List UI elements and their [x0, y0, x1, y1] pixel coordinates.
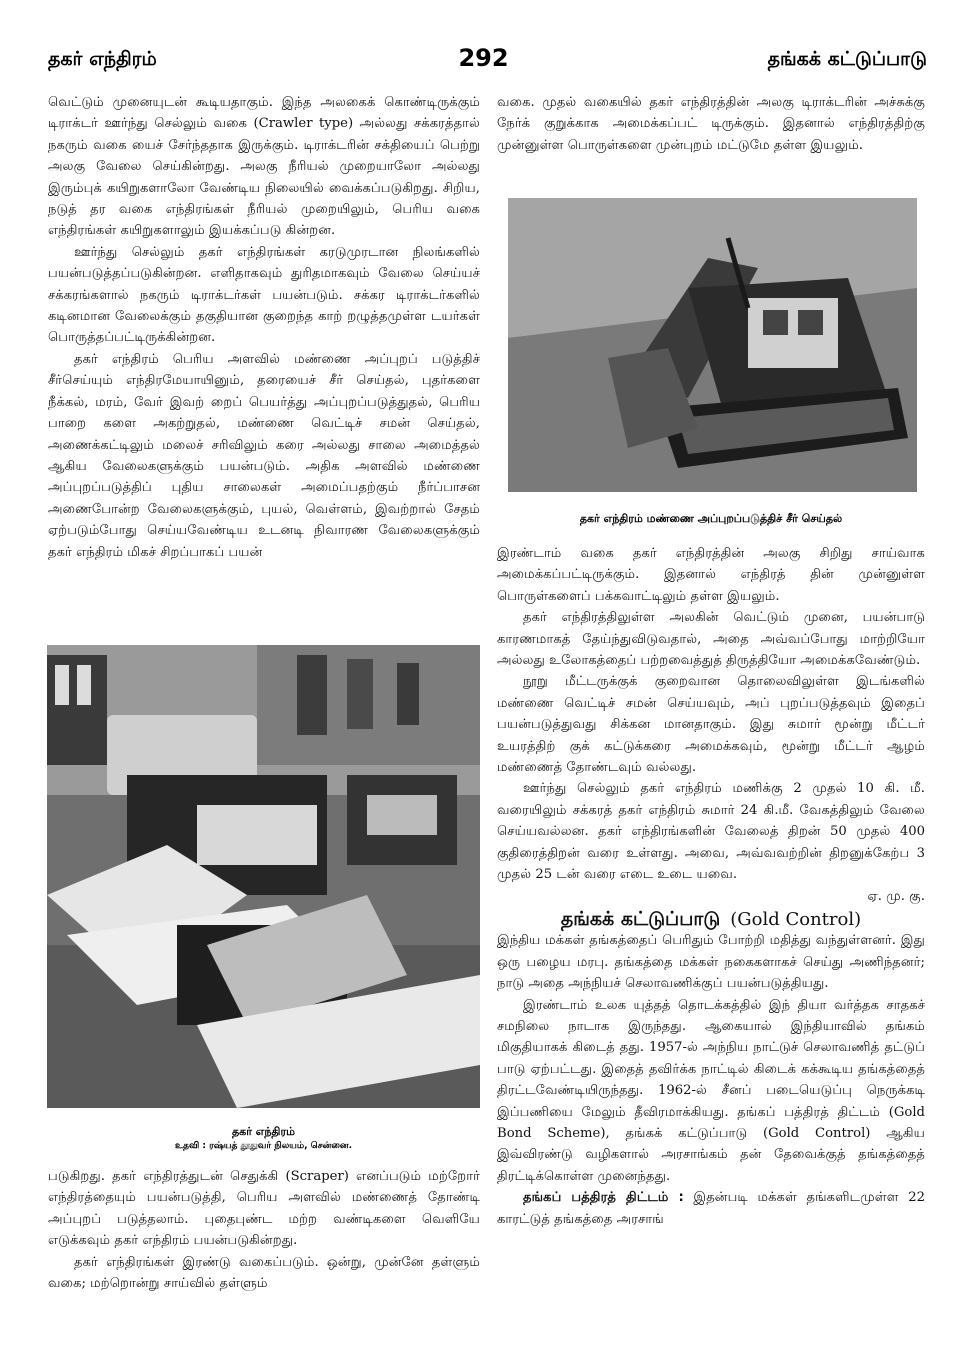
left-column-top-text: [48, 92, 480, 563]
grader-photo-caption: தகர் எந்திரம்: [232, 1125, 295, 1138]
grader-photo-illustration: [47, 645, 480, 1108]
right-column-bottom-text: [497, 543, 925, 1230]
paragraph: தகர் எந்திரத்திலுள்ள அலகின் வெட்டும் முனை, பயன்பாடு காரணமாகத் தேய்ந்துவிடுவதால், அதை அவ்வப்போது மாற்றியோ அல்லது உலோகத்தைப் பற்றவைத்துத் திருத்தியோ அமைக்கவேண்டும்.: [497, 610, 925, 669]
left-column-bottom-text: [48, 1166, 480, 1294]
paragraph: தகர் எந்திரங்கள் இரண்டு வகைப்படும். ஒன்று, முன்னே தள்ளும் வகை; மற்றொன்று சாய்வில் தள்ளும்: [48, 1254, 480, 1292]
paragraph: இரண்டாம் உலக யுத்தத் தொடக்கத்தில் இந் தியா வர்த்தக சாதகச் சமநிலை நாடாக இருந்தது. ஆகையால் இந்தியாவில் தங்கம் மிகுதியாகக் கிடைத் தது. 1957-ல் அந்நிய நாட்டுச் செலாவணித் தட்டுப் பாடு ஏற்பட்டது. இதைத் தவிர்க்க நாட்டில் கிடைக் கக்கூடிய தங்கத்தைத் திரட்டவேண்டியிருந்தது. 1962-ல் சீனப் படையெடுப்பு நெருக்கடி இப்பணியை மேலும் தீவிரமாக்கியது. தங்கப் பத்திரத் திட்டம் (Gold Bond Scheme), தங்கக் கட்டுப்பாடு (Gold Control) ஆகிய இவ்விரண்டு வழிகளால் அரசாங்கம் தன் தேவைக்குத் தங்கத்தைத் திரட்டிக்கொள்ள முனைந்தது.: [497, 997, 925, 1184]
bulldozer-photo-illustration: [508, 198, 917, 492]
section-title-tamil: தங்கக் கட்டுப்பாடு: [560, 907, 721, 930]
paragraph: ஊர்ந்து செல்லும் தகர் எந்திரங்கள் கரடுமுரடான நிலங்களில் பயன்படுத்தப்படுகின்றன. எளிதாகவும் துரிதமாகவும் வேலை செய்யச் சக்கரங்களால் நகரும் டிராக்டர்கள் பயன்படும். சக்கர டிராக்டர்களில் கடினமான வேலைக்கும் தகுதியான குறைந்த காற் றழுத்தமுள்ள டயர்கள் பொருத்தப்பட்டிருக்கின்றன.: [48, 244, 480, 346]
right-column-top-text: [497, 92, 925, 156]
paragraph: படுகிறது. தகர் எந்திரத்துடன் செதுக்கி (Scraper) எனப்படும் மற்றோர் எந்திரத்தையும் பயன்படுத்தி, பெரிய அளவில் மண்ணைத் தோண்டி அப்புறப் படுத்தலாம். புதைபுண்ட மற்ற வண்டிகளை வெளியே எடுக்கவும் தகர் எந்திரம் பயன்படுகின்றது.: [48, 1169, 480, 1249]
paragraph: ஊர்ந்து செல்லும் தகர் எந்திரம் மணிக்கு 2 முதல் 10 கி. மீ. வரையிலும் சக்கரத் தகர் எந்திரம் சுமார் 24 கி.மீ. வேகத்திலும் வேலை செய்யவல்லன. தகர் எந்திரங்களின் வேலைத் திறன் 50 முதல் 400 குதிரைத்திறன் வரை உள்ளது. அவை, அவ்வவற்றின் திறனுக்கேற்ப 3 முதல் 25 டன் வரை எடை உடை யவை.: [497, 781, 925, 883]
paragraph: இரண்டாம் வகை தகர் எந்திரத்தின் அலகு சிறிது சாய்வாக அமைக்கப்பட்டிருக்கும். இதனால் எந்திரத் தின் முன்னுள்ள பொருள்களைப் பக்கவாட்டிலும் தள்ள இயலும்.: [497, 546, 925, 604]
paragraph: வெட்டும் முனையுடன் கூடியதாகும். இந்த அலகைக் கொண்டிருக்கும் டிராக்டர் ஊர்ந்து செல்லும் வகை (Crawler type) அல்லது சக்கரத்தால் நகரும் வகை யைச் சேர்ந்ததாக இருக்கும். டிராக்டரின் சக்தியைப் பெற்று அலகு வேலை செய்கின்றது. அலகு நீரியல் முறையாலோ அல்லது இரும்புக் கயிறுகளாலோ வேண்டிய நிலையில் வைக்கப்படுகிறது. சிறிய, நடுத் தர வகை எந்திரங்கள் நீரியல் முறையிலும், பெரிய வகை எந்திரங்கள் கயிறுகளாலும் இயக்கப்படு கின்றன.: [48, 95, 480, 239]
paragraph: [497, 1187, 925, 1230]
paragraph: நூறு மீட்டருக்குக் குறைவான தொலைவிலுள்ள இடங்களில் மண்ணை வெட்டிச் சமன் செய்யவும், அப் புறப்படுத்தவும் இதைப் பயன்படுத்துவது சிக்கன மானதாகும். இது சுமார் மூன்று மீட்டர் உயரத்திற் குக் கட்டுக்கரை அமைக்கவும், மூன்று மீட்டர் ஆழம் மண்ணைத் தோண்டவும் வல்லது.: [497, 674, 925, 776]
bulldozer-photo-caption: தகர் எந்திரம் மண்ணை அப்புறப்படுத்திச் சீர் செய்தல்: [579, 512, 843, 525]
author-initials: ஏ. மு. கு.: [867, 888, 925, 904]
running-head-right: தங்கக் கட்டுப்பாடு: [767, 48, 927, 70]
section-heading-gold-control: [497, 909, 925, 930]
page-number: 292: [458, 44, 509, 72]
grader-photo-credit: உதவி : ரஷ்யத் தூதுவர் நிலயம், சென்னை.: [174, 1141, 353, 1151]
subheading-gold-bond-scheme: தங்கப் பத்திரத் திட்டம் :: [523, 1190, 684, 1206]
paragraph: இந்திய மக்கள் தங்கத்தைப் பெரிதும் போற்றி மதித்து வந்துள்ளனர். இது ஒரு பழைய மரபு. தங்கத்தை மக்கள் நகைகளாகச் செய்து அணிந்தனர்; நாடு அதை அந்நியச் செலாவணிக்குப் பயன்படுத்தியது.: [497, 933, 925, 992]
bulldozer-photo: [508, 198, 917, 492]
paragraph-text: இதன்படி மக்கள் தங்களிடமுள்ள 22 காரட்டுத் தங்கத்தை அரசாங்: [497, 1190, 925, 1227]
paragraph: தகர் எந்திரம் பெரிய அளவில் மண்ணை அப்புறப் படுத்திச் சீர்செய்யும் எந்திரமேயாயினும், தரையைச் சீர் செய்தல், புதர்களை நீக்கல், மரம், வேர் இவற் றைப் பெயர்த்து அப்புறப்படுத்துதல், பெரிய பாறை களை அகற்றுதல், மண்ணை வெட்டிச் சமன் செய்தல், அணைக்கட்டிலும் மலைச் சரிவிலும் கரை அல்லது சாலை அமைத்தல் ஆகிய வேலைகளுக்கும் பயன்படும். அதிக அளவில் மண்ணை அப்புறப்படுத்திப் புதிய சாலைகள் அமைப்பதற்கும் நீர்ப்பாசன அணைபோன்ற வேலைகளுக்கும், புயல், வெள்ளம், இவற்றால் சேதம் ஏற்படும்போது செய்யவேண்டிய உடனடி நிவாரண வேலைகளுக்கும் தகர் எந்திரம் மிகச் சிறப்பாகப் பயன்: [48, 351, 480, 560]
running-head-left: தகர் எந்திரம்: [48, 48, 157, 70]
paragraph: வகை. முதல் வகையில் தகர் எந்திரத்தின் அலகு டிராக்டரின் அச்சுக்கு நேர்க் குறுக்காக அமைக்கப்பட் டிருக்கும். இதனால் எந்திரத்திற்கு முன்னுள்ள பொருள்களை முன்புறம் மட்டுமே தள்ள இயலும்.: [497, 95, 925, 153]
section-title-english: (Gold Control): [730, 908, 862, 930]
grader-machine-photo: [47, 645, 480, 1108]
